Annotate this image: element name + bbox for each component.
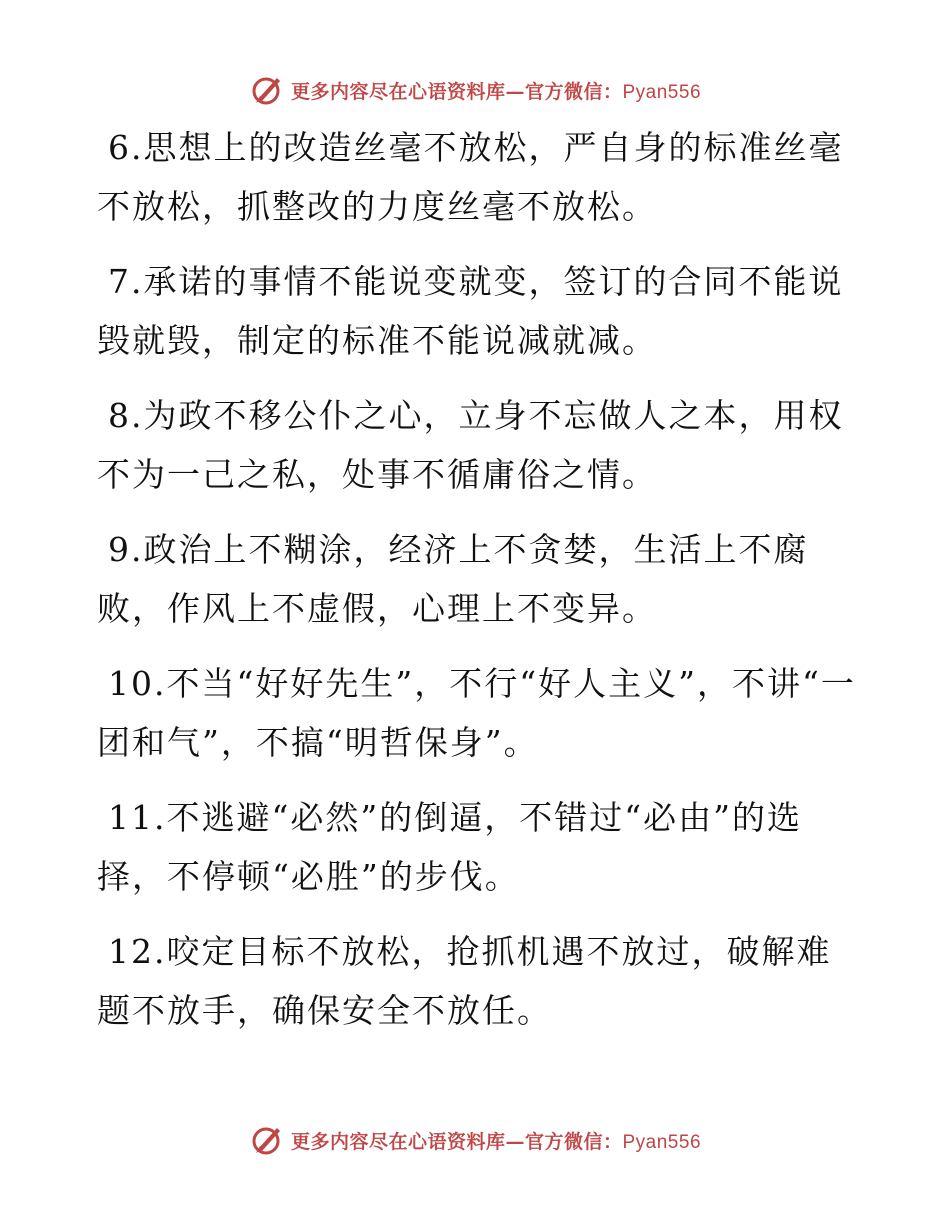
pen-nib-circle-icon bbox=[249, 1122, 285, 1158]
banner-label: 更多内容尽在心语资料库—官方微信： bbox=[290, 80, 623, 103]
list-item: 12.咬定目标不放松，抢抓机遇不放过，破解难题不放手，确保安全不放任。 bbox=[97, 932, 832, 1030]
header-banner bbox=[0, 70, 950, 110]
pen-nib-circle-icon bbox=[249, 72, 285, 108]
list-item: 8.为政不移公仆之心，立身不忘做人之本，用权不为一己之私，处事不循庸俗之情。 bbox=[97, 396, 844, 494]
list-item: 6.思想上的改造丝毫不放松，严自身的标准丝毫不放松，抓整改的力度丝毫不放松。 bbox=[97, 128, 844, 226]
list-item: 10.不当“好好先生”，不行“好人主义”，不讲“一团和气”，不搞“明哲保身”。 bbox=[97, 664, 856, 762]
list-item: 11.不逃避“必然”的倒逼，不错过“必由”的选择，不停顿“必胜”的步伐。 bbox=[97, 798, 802, 896]
list-item: 7.承诺的事情不能说变就变，签订的合同不能说毁就毁，制定的标准不能说减就减。 bbox=[97, 262, 844, 360]
footer-banner bbox=[0, 1120, 950, 1160]
banner-wechat-id: Pyan556 bbox=[622, 1131, 702, 1153]
banner-label: 更多内容尽在心语资料库—官方微信： bbox=[290, 1130, 623, 1153]
banner-wechat-id: Pyan556 bbox=[622, 81, 702, 103]
banner-text bbox=[291, 1127, 701, 1154]
document-body bbox=[97, 118, 857, 1056]
list-item: 9.政治上不糊涂，经济上不贪婪，生活上不腐败，作风上不虚假，心理上不变异。 bbox=[97, 530, 809, 628]
banner-text bbox=[291, 77, 701, 104]
